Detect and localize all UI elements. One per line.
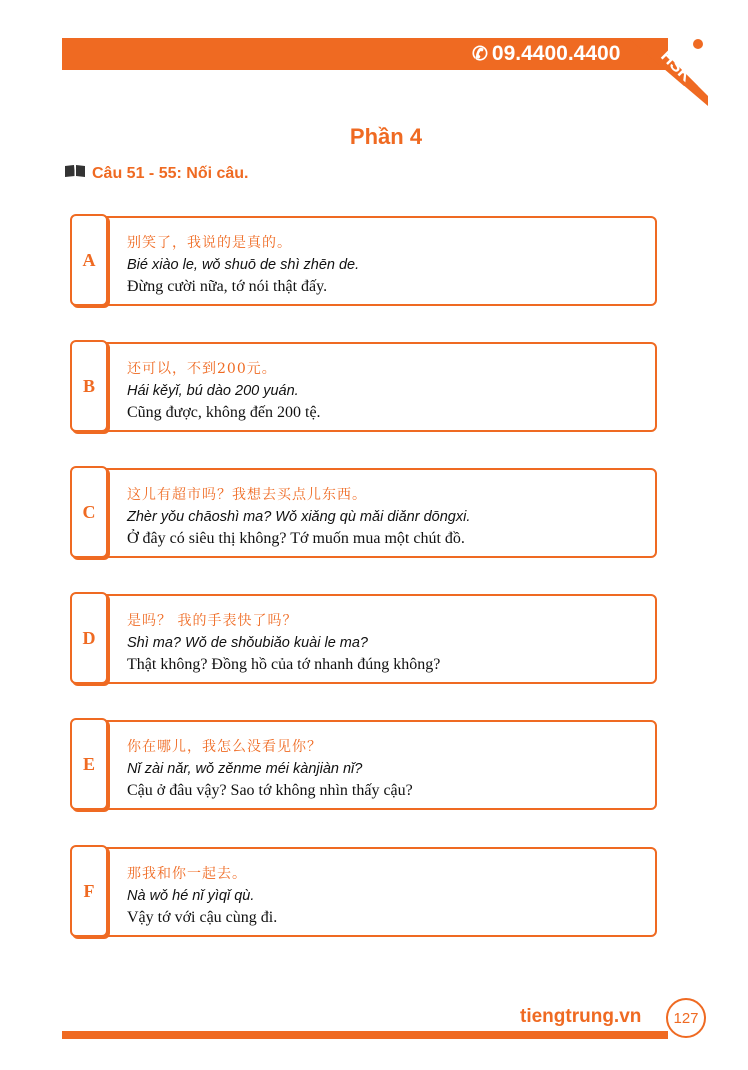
card-letter: A bbox=[70, 214, 108, 306]
pinyin-sentence: Nà wǒ hé nǐ yìqǐ qù. bbox=[127, 888, 255, 904]
pinyin-sentence: Nǐ zài nǎr, wǒ zěnme méi kànjiàn nǐ? bbox=[127, 761, 363, 777]
subtitle-text: Câu 51 - 55: Nối câu. bbox=[92, 164, 249, 182]
card-letter: D bbox=[70, 592, 108, 684]
vietnamese-sentence: Vậy tớ với cậu cùng đi. bbox=[127, 909, 278, 926]
vietnamese-sentence: Cậu ở đâu vậy? Sao tớ không nhìn thấy cậu? bbox=[127, 782, 413, 799]
pinyin-sentence: Zhèr yǒu chāoshì ma? Wǒ xiǎng qù mǎi diǎnr dōngxi. bbox=[127, 509, 471, 525]
badge-text: HSK bbox=[657, 46, 696, 86]
chinese-sentence: 还可以，不到200元。 bbox=[127, 361, 277, 377]
chinese-sentence: 你在哪儿，我怎么没看见你？ bbox=[127, 739, 322, 755]
pinyin-sentence: Shì ma? Wǒ de shǒubiǎo kuài le ma? bbox=[127, 635, 368, 651]
chinese-sentence: 别笑了，我说的是真的。 bbox=[127, 235, 292, 251]
vietnamese-sentence: Cũng được, không đến 200 tệ. bbox=[127, 404, 321, 421]
page-title: Phần 4 bbox=[349, 124, 423, 149]
card-letter: B bbox=[70, 340, 108, 432]
vietnamese-sentence: Thật không? Đồng hồ của tớ nhanh đúng không? bbox=[127, 656, 441, 673]
answer-card-e bbox=[73, 720, 657, 810]
section-subtitle bbox=[64, 164, 249, 183]
card-letter: C bbox=[70, 466, 108, 558]
pinyin-sentence: Bié xiào le, wǒ shuō de shì zhēn de. bbox=[127, 257, 360, 273]
book-icon bbox=[64, 164, 86, 183]
chinese-sentence: 这儿有超市吗？我想去买点儿东西。 bbox=[127, 487, 367, 503]
pinyin-sentence: Hái kěyǐ, bú dào 200 yuán. bbox=[127, 383, 299, 399]
phone-text: 09.4400.4400 bbox=[491, 42, 621, 65]
answer-card-d bbox=[73, 594, 657, 684]
chinese-sentence: 是吗？ 我的手表快了吗？ bbox=[127, 613, 298, 629]
hsk-badge bbox=[628, 30, 710, 106]
chinese-sentence: 那我和你一起去。 bbox=[127, 866, 247, 882]
phone-number bbox=[472, 40, 620, 68]
answer-card-f bbox=[73, 847, 657, 937]
vietnamese-sentence: Đừng cười nữa, tớ nói thật đấy. bbox=[127, 278, 328, 295]
answer-card-a bbox=[73, 216, 657, 306]
page-number: 127 bbox=[666, 998, 706, 1038]
answer-card-b bbox=[73, 342, 657, 432]
answer-card-c bbox=[73, 468, 657, 558]
card-letter: F bbox=[70, 845, 108, 937]
card-letter: E bbox=[70, 718, 108, 810]
brand-link[interactable]: tiengtrung.vn bbox=[520, 1006, 642, 1027]
footer-bar bbox=[62, 1031, 668, 1039]
phone-icon: ✆ bbox=[472, 44, 488, 65]
vietnamese-sentence: Ở đây có siêu thị không? Tớ muốn mua một chút đồ. bbox=[127, 530, 465, 547]
